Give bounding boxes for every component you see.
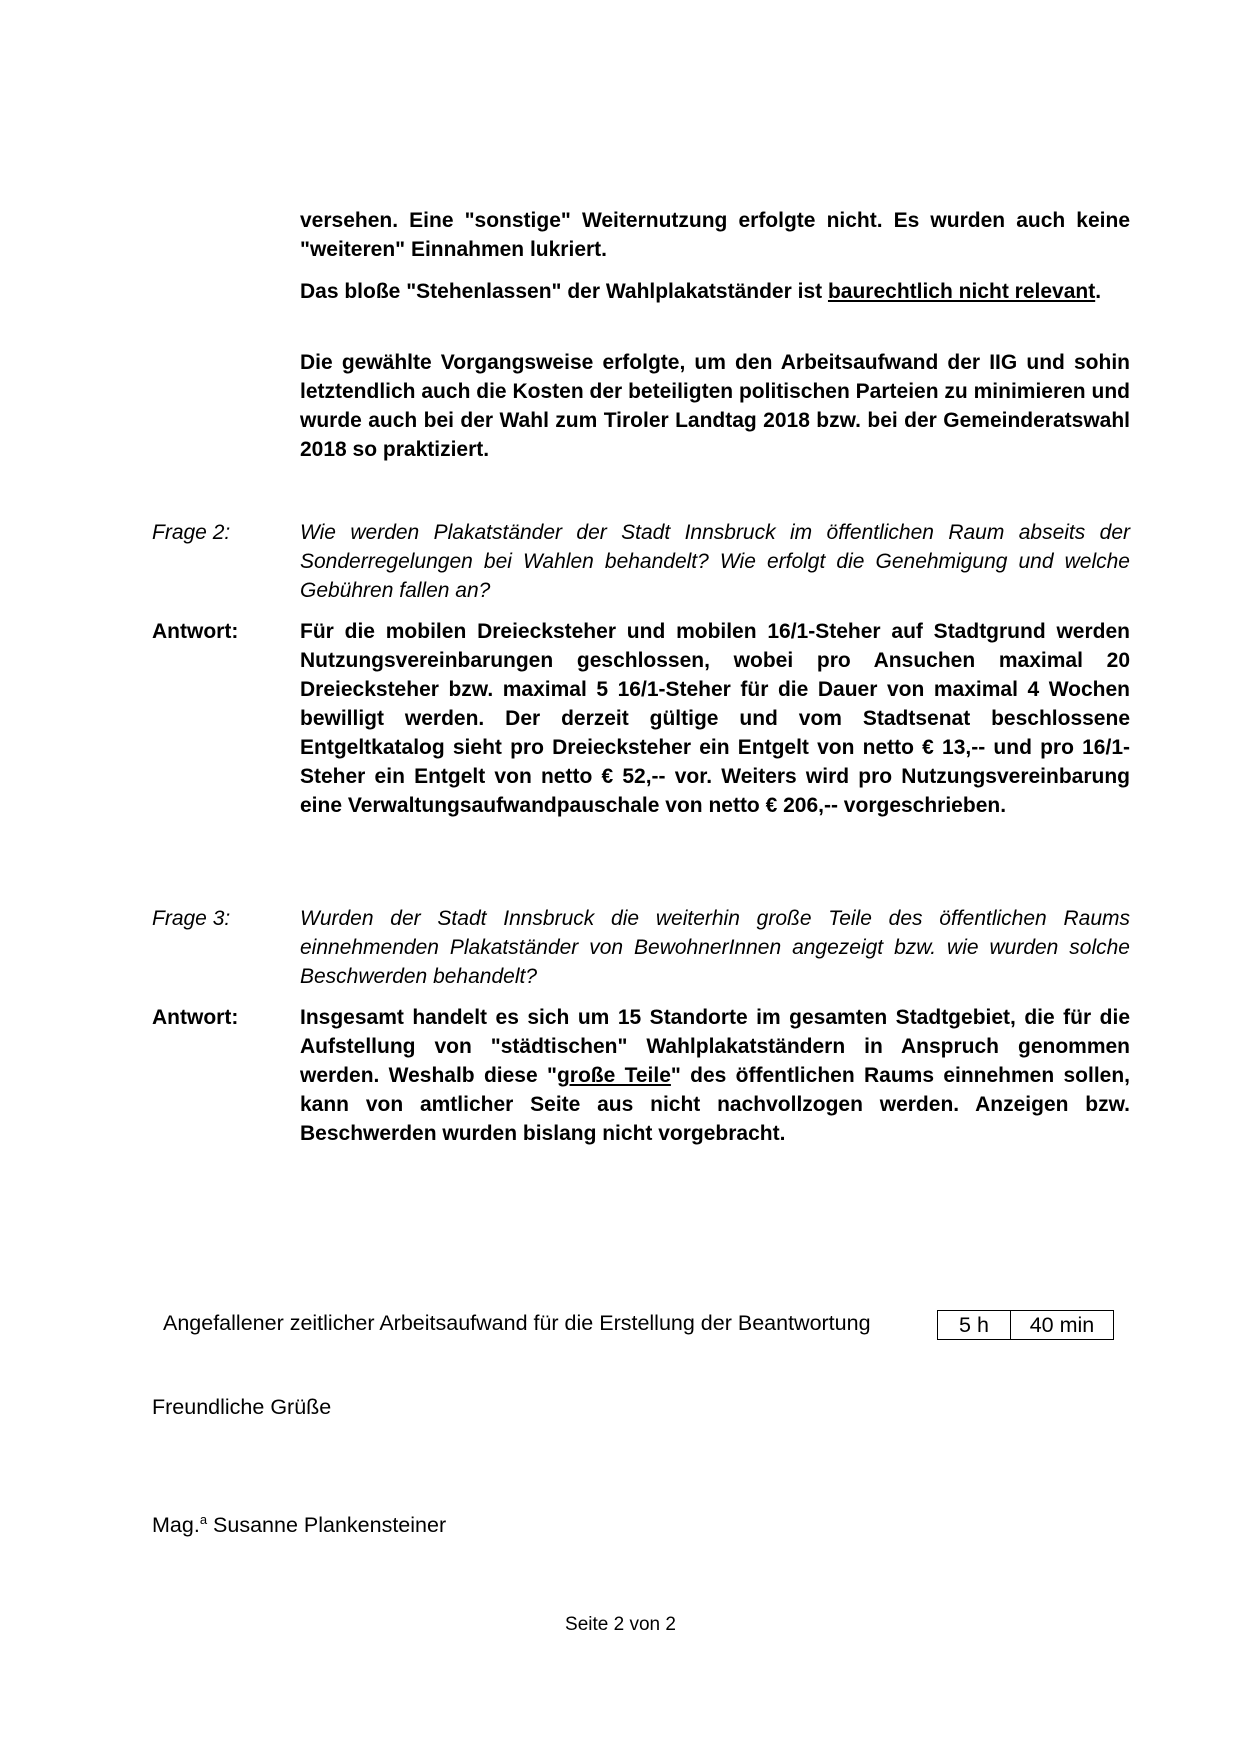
effort-minutes: 40 min — [1029, 1313, 1095, 1337]
signatory-fullname: Susanne Plankensteiner — [207, 1513, 447, 1537]
question-3-text: Wurden der Stadt Innsbruck die weiterhin große Teile des öffentlichen Raums einnehmenden Plakatständer von BewohnerInnen angezeigt bzw. wie wurden solche Beschwerden behandelt? — [300, 907, 1130, 988]
answer-2 — [152, 617, 1130, 820]
answer-2-text: Für die mobilen Dreiecksteher und mobilen 16/1-Steher auf Stadtgrund werden Nutzungsvereinbarungen geschlossen, wobei pro Ansuchen maximal 20 Dreiecksteher bzw. maximal 5 16/1-Steher für die Dauer von maximal 4 Wochen bewilligt werden. Der derzeit gültige und vom Stadtsenat beschlossene Entgeltkatalog sieht pro Dreiecksteher ein Entgelt von netto € 13,-- und pro 16/1-Steher ein Entgelt von netto € 52,-- vor. Weiters wird pro Nutzungsvereinbarung eine Verwaltungsaufwandpauschale von netto € 206,-- vorgeschrieben. — [300, 620, 1130, 817]
title-prefix: Mag. — [152, 1513, 200, 1537]
answer-3-text — [300, 1003, 1130, 1148]
question-3 — [152, 904, 1130, 991]
effort-label: Angefallener zeitlicher Arbeitsaufwand für die Erstellung der Beantwortung — [163, 1311, 871, 1335]
closing-greeting: Freundliche Grüße — [152, 1395, 332, 1419]
paragraph-2-end: . — [1095, 280, 1102, 303]
continuation-paragraph-1: versehen. Eine "sonstige" Weiternutzung erfolgte nicht. Es wurden auch keine "weiteren" Einnahmen lukriert. — [300, 209, 1130, 261]
question-3-label: Frage 3: — [152, 907, 231, 930]
question-2-label: Frage 2: — [152, 521, 231, 544]
page-number: Seite 2 von 2 — [565, 1614, 676, 1635]
underlined-phrase: baurechtlich nicht relevant — [827, 280, 1096, 303]
signatory-name — [152, 1505, 446, 1540]
question-2-text: Wie werden Plakatständer der Stadt Innsbruck im öffentlichen Raum abseits der Sonderregelungen bei Wahlen behandelt? Wie erfolgt die Genehmigung und welche Gebühren fallen an? — [300, 521, 1130, 602]
effort-table — [937, 1310, 1114, 1340]
answer-3-text-start: Insgesamt handelt es sich um 15 Standorte im gesamten Stadtgebiet, die für die Aufstellung von "städtischen" Wahlplakatständern in Anspruch genommen werden. Weshalb diese " — [300, 1006, 1130, 1087]
question-2 — [152, 518, 1130, 605]
answer-3-label: Antwort: — [152, 1006, 239, 1029]
answer-3-underlined-phrase: große Teile — [556, 1064, 671, 1087]
answer-3-text-end: " des öffentlichen Raums einnehmen sollen, kann von amtlicher Seite aus nicht nachvollzogen werden. Anzeigen bzw. Beschwerden wurden bislang nicht vorgebracht. — [300, 1064, 1131, 1145]
continuation-paragraph-2 — [300, 277, 1130, 306]
effort-hours: 5 h — [938, 1311, 1011, 1339]
continuation-paragraph-3: Die gewählte Vorgangsweise erfolgte, um den Arbeitsaufwand der IIG und sohin letztendlich auch die Kosten der beteiligten politischen Parteien zu minimieren und wurde auch bei der Wahl zum Tiroler Landtag 2018 bzw. bei der Gemeinderatswahl 2018 so praktiziert. — [300, 351, 1130, 461]
answer-3 — [152, 1003, 1130, 1148]
answer-2-label: Antwort: — [152, 620, 239, 643]
paragraph-2-text: Das bloße "Stehenlassen" der Wahlplakatständer ist — [300, 280, 828, 303]
title-superscript: a — [199, 1512, 208, 1527]
